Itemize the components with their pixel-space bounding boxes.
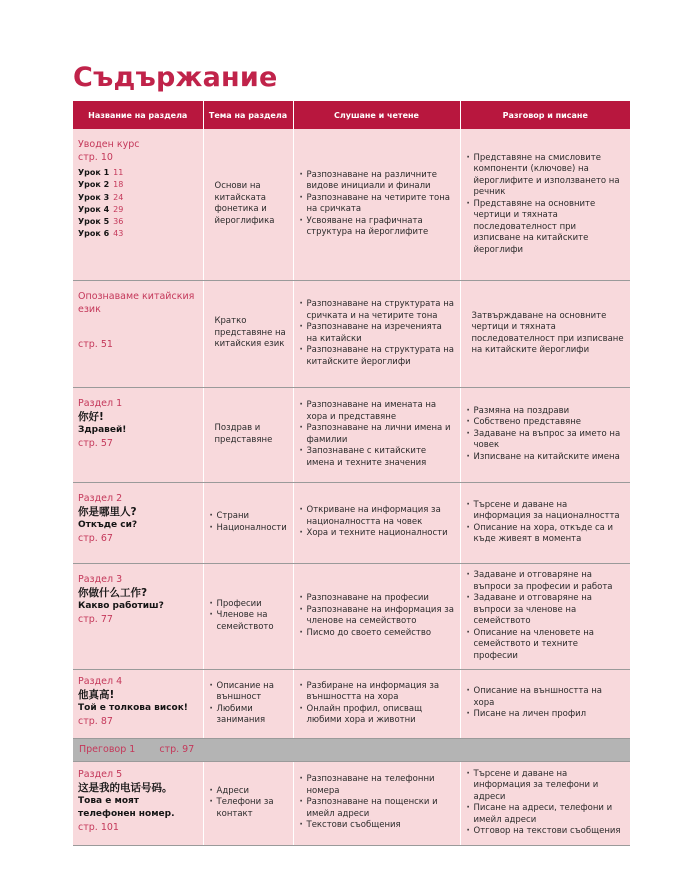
table-row-review: [73, 738, 630, 761]
section-label[interactable]: Раздел 5: [78, 768, 123, 780]
list-item: · Разпознаване на информация за членове на семейството: [299, 605, 455, 628]
intro-label[interactable]: Уводен курс: [78, 139, 140, 150]
list-item: · Разпознаване на различните видове инициали и финали: [299, 170, 455, 193]
section-name-cell: [73, 761, 203, 845]
section-chinese-title: 这是我的电话号码。: [78, 781, 173, 794]
section-chinese-title: 他真高!: [78, 688, 115, 701]
list-item: · Хора и техните националности: [299, 528, 455, 540]
list-item: · Описание на външността на хора: [466, 686, 626, 709]
section-page: стр. 67: [78, 532, 113, 544]
section-chinese-title: 你做什么工作?: [78, 586, 148, 599]
list-item: · Текстови съобщения: [299, 820, 455, 832]
list-item: · Разбиране на информация за външността на хора: [299, 681, 455, 704]
section-listening-cell: [293, 387, 460, 482]
intro-speaking-cell: [460, 129, 630, 280]
section-page: стр. 101: [78, 821, 119, 833]
section-speaking-cell: [460, 669, 630, 738]
section-name-cell: [73, 563, 203, 669]
list-item: · Търсене и даване на информация за телефони и адреси: [466, 769, 626, 804]
section-name-cell: [73, 280, 203, 387]
section-topic-cell: [203, 669, 293, 738]
section-chinese-title: 你好!: [78, 410, 104, 423]
section-topic-cell: [203, 563, 293, 669]
list-item: · Онлайн профил, описващ любими хора и животни: [299, 704, 455, 727]
section-label[interactable]: Опознаваме китайския език: [78, 290, 195, 315]
intro-page: стр. 10: [78, 152, 113, 163]
review-label: Преговор 1: [79, 743, 136, 755]
contents-table-wrapper: [73, 101, 630, 846]
section-page: стр. 87: [78, 715, 113, 727]
section-bulgarian-title: Здравей!: [78, 424, 127, 435]
list-item: · Задаване и отговаряне на въпроси за членове на семейството: [466, 593, 626, 628]
section-speaking-cell: [460, 563, 630, 669]
section-bulgarian-title: Той е толкова висок!: [78, 702, 188, 713]
list-item: · Запознаване с китайските имена и техните значения: [299, 446, 455, 469]
list-item: · Собствено представяне: [466, 417, 626, 429]
list-item: · Задаване и отговаряне на въпроси за професии и работа: [466, 570, 626, 593]
section-speaking-text: Затвърждаване на основните чертици и тяхната последователност при изписване на китайските йероглифи: [471, 310, 624, 355]
list-item: · Любими занимания: [209, 704, 288, 727]
section-speaking-cell: [460, 280, 630, 387]
list-item: · Усвояване на графичната структура на йероглифите: [299, 216, 455, 239]
table-row-section: [73, 669, 630, 738]
list-item: · Размяна на поздрави: [466, 406, 626, 418]
header-listening-reading: Слушане и четене: [293, 101, 460, 129]
page-title: Съдържание: [73, 62, 278, 93]
review-page: стр. 97: [159, 743, 195, 755]
table-row-section: [73, 563, 630, 669]
section-topic-cell: [203, 761, 293, 845]
list-item: · Описание на външност: [209, 681, 288, 704]
section-listening-cell: [293, 669, 460, 738]
section-name-cell: [73, 669, 203, 738]
list-item: · Писмо до своето семейство: [299, 628, 455, 640]
section-topic-cell: [203, 280, 293, 387]
list-item: · Задаване на въпрос за името на човек: [466, 429, 626, 452]
list-item: · Откриване на информация за националността на човек: [299, 505, 455, 528]
section-listening-cell: [293, 280, 460, 387]
list-item: · Описание на членовете на семейството и техните професии: [466, 628, 626, 663]
section-listening-cell: [293, 761, 460, 845]
intro-listening-cell: [293, 129, 460, 280]
section-listening-cell: [293, 482, 460, 563]
list-item: · Разпознаване на телефонни номера: [299, 774, 455, 797]
section-name-cell: [73, 387, 203, 482]
list-item: · Описание на хора, откъде са и къде живеят в момента: [466, 523, 626, 546]
section-topic: Поздрав и представяне: [214, 423, 273, 445]
list-item: · Търсене и даване на информация за националността: [466, 500, 626, 523]
list-item: · Разпознаване на пощенски и имейл адреси: [299, 797, 455, 820]
list-item: · Представяне на основните чертици и тяхната последователност при изписване на китайските йероглифи: [466, 199, 626, 257]
section-topic: Кратко представяне на китайския език: [214, 316, 286, 350]
list-item: · Професии: [209, 599, 288, 611]
list-item: · Разпознаване на структурата на сричката и на четирите тона: [299, 299, 455, 322]
list-item: · Разпознаване на лични имена и фамилии: [299, 423, 455, 446]
contents-table: [73, 101, 630, 846]
list-item: · Разпознаване на изреченията на китайски: [299, 322, 455, 345]
header-section-name: Название на раздела: [73, 101, 203, 129]
section-label[interactable]: Раздел 4: [78, 675, 123, 687]
list-item: · Телефони за контакт: [209, 797, 288, 820]
section-page: стр. 57: [78, 437, 113, 449]
lesson-item[interactable]: Урок 1 11: [78, 168, 124, 177]
section-bulgarian-title: Откъде си?: [78, 519, 138, 530]
list-item: · Писане на адреси, телефони и имейл адреси: [466, 803, 626, 826]
section-chinese-title: 你是哪里人?: [78, 505, 137, 518]
list-item: · Националности: [209, 523, 288, 535]
lesson-list: [78, 167, 198, 241]
section-listening-cell: [293, 563, 460, 669]
section-label[interactable]: Раздел 1: [78, 397, 123, 409]
list-item: · Членове на семейството: [209, 610, 288, 633]
lesson-item[interactable]: Урок 5 36: [78, 217, 124, 227]
list-item: · Отговор на текстови съобщения: [466, 826, 626, 838]
list-item: · Страни: [209, 511, 288, 523]
intro-topic: Основи на китайската фонетика и йероглифика: [214, 181, 275, 226]
table-row-section: [73, 387, 630, 482]
section-speaking-cell: [460, 387, 630, 482]
section-label[interactable]: Раздел 2: [78, 492, 123, 504]
table-header-row: [73, 101, 630, 129]
list-item: · Писане на личен профил: [466, 709, 626, 721]
section-topic-cell: [203, 482, 293, 563]
lesson-item[interactable]: Урок 4 29: [78, 204, 124, 214]
section-topic-cell: [203, 387, 293, 482]
section-speaking-cell: [460, 761, 630, 845]
table-row-section: [73, 761, 630, 845]
section-name-cell: [73, 482, 203, 563]
list-item: · Адреси: [209, 786, 288, 798]
list-item: · Разпознаване на професии: [299, 593, 455, 605]
table-row-section: [73, 280, 630, 387]
section-page: стр. 51: [78, 338, 113, 350]
lesson-item[interactable]: Урок 6 43: [78, 229, 124, 239]
table-row-section: [73, 482, 630, 563]
section-label[interactable]: Раздел 3: [78, 573, 123, 585]
review-cell[interactable]: [73, 738, 630, 761]
table-row-intro: [73, 129, 630, 280]
intro-topic-cell: [203, 129, 293, 280]
lesson-item[interactable]: Урок 2 18: [78, 180, 124, 190]
list-item: · Изписване на китайските имена: [466, 452, 626, 464]
list-item: · Представяне на смисловите компоненти (ключове) на йероглифите и използването на речник: [466, 153, 626, 199]
section-bulgarian-title: Какво работиш?: [78, 600, 164, 611]
list-item: · Разпознаване на четирите тона на сричката: [299, 193, 455, 216]
section-speaking-cell: [460, 482, 630, 563]
header-speaking-writing: Разговор и писане: [460, 101, 630, 129]
section-page: стр. 77: [78, 613, 113, 625]
lesson-item[interactable]: Урок 3 24: [78, 192, 124, 202]
list-item: · Разпознаване на имената на хора и представяне: [299, 400, 455, 423]
list-item: · Разпознаване на структурата на китайските йероглифи: [299, 345, 455, 368]
intro-name-cell: [73, 129, 203, 280]
header-section-topic: Тема на раздела: [203, 101, 293, 129]
section-bulgarian-title: Това е моят телефонен номер.: [78, 795, 175, 819]
